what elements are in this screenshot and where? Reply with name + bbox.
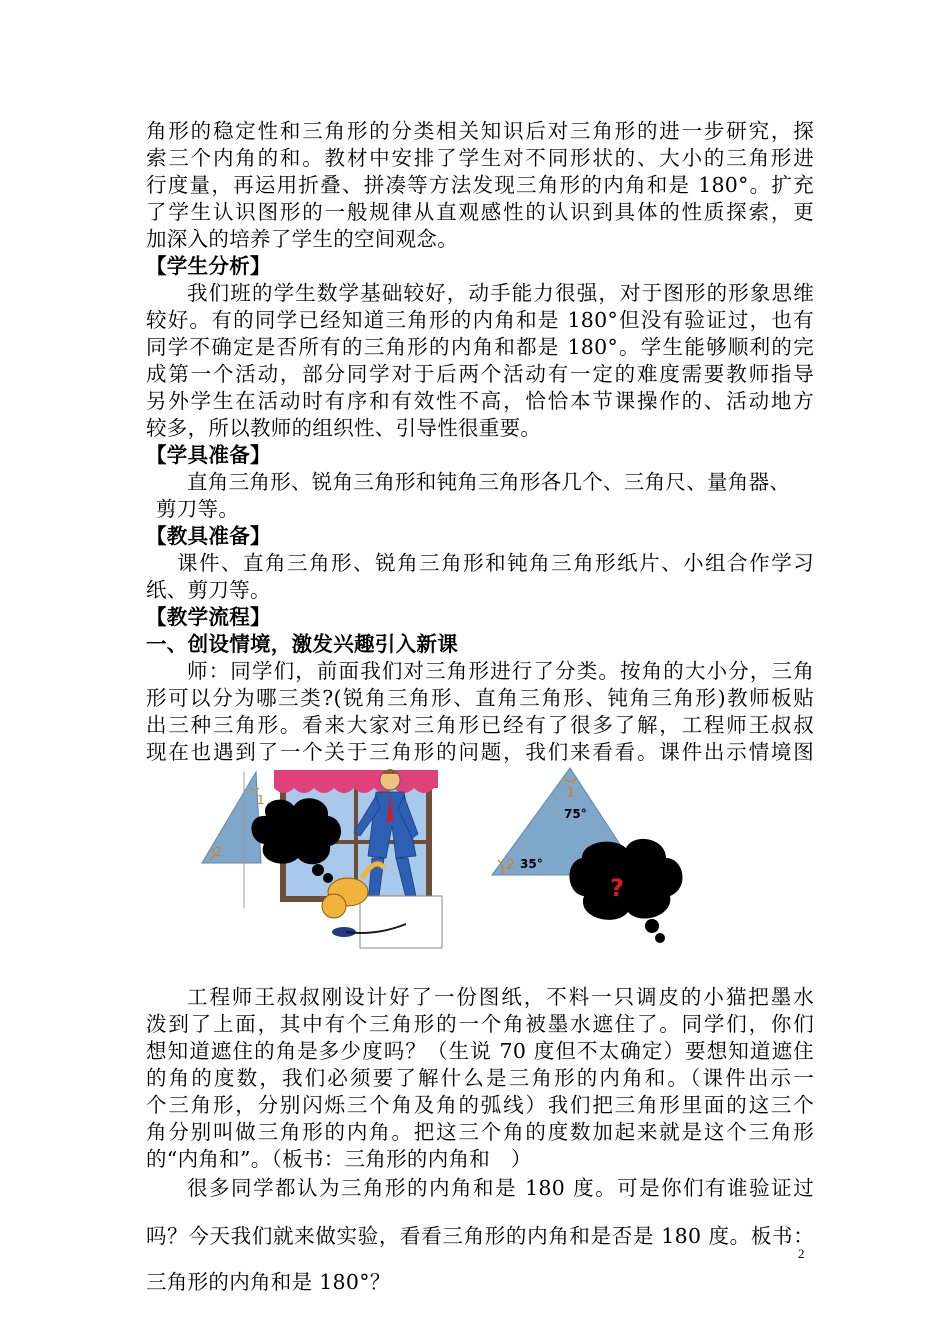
text-line: 师：同学们，前面我们对三角形进行了分类。按角的大小分，三角 (187, 659, 814, 683)
text-line: 较好。有的同学已经知道三角形的内角和是 180°但没有验证过，也有 (146, 308, 814, 332)
text-line: 成第一个活动，部分同学对于后两个活动有一定的难度需要教师指导 (146, 362, 814, 386)
heading-teacher-tools: 【教具准备】 (146, 524, 271, 548)
text-line: 的角的度数，我们必须要了解什么是三角形的内角和。（课件出示一 (146, 1066, 814, 1090)
text-line: 很多同学都认为三角形的内角和是 180 度。可是你们有谁验证过 (187, 1176, 814, 1200)
text-line: 直角三角形、锐角三角形和钝角三角形各几个、三角尺、量角器、 (187, 470, 791, 494)
text-line: 行度量，再运用折叠、拼凑等方法发现三角形的内角和是 180°。扩充 (146, 173, 814, 197)
degree-label: 75° (564, 807, 587, 821)
question-mark: ? (610, 874, 624, 902)
text-line: 剪刀等。 (156, 497, 240, 521)
left-triangle (202, 772, 265, 908)
text-line: 出三种三角形。看来大家对三角形已经有了很多了解，工程师王叔叔 (146, 713, 814, 737)
text-line: 课件、直角三角形、锐角三角形和钝角三角形纸片、小组合作学习 (177, 551, 814, 575)
text-line: 角形的稳定性和三角形的分类相关知识后对三角形的进一步研究，探 (146, 119, 814, 143)
text-line: 泼到了上面，其中有个三角形的一个角被墨水遮住了。同学们，你们 (146, 1012, 814, 1036)
flow-paragraph-2 (146, 984, 814, 1173)
text-line: 个三角形，分别闪烁三个角及角的弧线）我们把三角形里面的这三个 (146, 1093, 814, 1117)
angle-label: 2 (506, 857, 515, 873)
document-page (146, 118, 814, 1305)
flow-paragraph-3 (146, 1173, 814, 1305)
student-paragraph (146, 280, 814, 442)
ink-blot-right (569, 839, 682, 943)
text-line: 的“内角和”。（板书：三角形的内角和 ） (146, 1147, 532, 1171)
text-line: 工程师王叔叔刚设计好了一份图纸，不料一只调皮的小猫把墨水 (187, 985, 814, 1009)
text-line: 想知道遮住的角是多少度吗？（生说 70 度但不太确定）要想知道遮住 (146, 1039, 814, 1063)
text-line: 吗？今天我们就来做实验，看看三角形的内角和是否是 180 度。板书： (146, 1224, 814, 1248)
heading-student-tools: 【学具准备】 (146, 443, 271, 467)
text-line: 现在也遇到了一个关于三角形的问题，我们来看看。课件出示情境图 (146, 740, 814, 764)
intro-paragraph (146, 118, 814, 253)
text-line: 另外学生在活动时有序和有效性不高，恰恰本节课操作的、活动地方 (146, 389, 814, 413)
blueprint-paper (360, 896, 442, 948)
angle-label: 1 (566, 785, 575, 801)
degree-label: 35° (520, 857, 543, 871)
text-line: 索三个内角的和。教材中安排了学生对不同形状的、大小的三角形进 (146, 146, 814, 170)
text-line: 加深入的培养了学生的空间观念。 (146, 227, 458, 251)
text-line: 了学生认识图形的一般规律从直观感性的认识到具体的性质探索，更 (146, 200, 814, 224)
scenario-illustration (146, 766, 814, 984)
text-line: 我们班的学生数学基础较好，动手能力很强，对于图形的形象思维 (187, 281, 814, 305)
text-line: 较多，所以教师的组织性、引导性很重要。 (146, 416, 542, 440)
heading-teaching-flow: 【教学流程】 (146, 605, 271, 629)
page-number: 2 (798, 1246, 805, 1261)
angle-label: 1 (257, 793, 265, 807)
heading-student-analysis: 【学生分析】 (146, 254, 271, 278)
text-line: 三角形的内角和是 180°？ (146, 1270, 391, 1294)
text-line: 同学不确定是否所有的三角形的内角和都是 180°。学生能够顺利的完 (146, 335, 814, 359)
text-line: 纸、剪刀等。 (146, 578, 271, 602)
angle-label: 2 (214, 845, 222, 859)
text-line: 角分别叫做三角形的内角。把这三个角的度数加起来就是这个三角形 (146, 1120, 814, 1144)
text-line: 形可以分为哪三类?(锐角三角形、直角三角形、钝角三角形)教师板贴 (146, 686, 814, 710)
section-title: 一、创设情境，激发兴趣引入新课 (146, 632, 458, 656)
flow-paragraph-1 (146, 658, 814, 766)
scenario-figure (146, 766, 814, 984)
